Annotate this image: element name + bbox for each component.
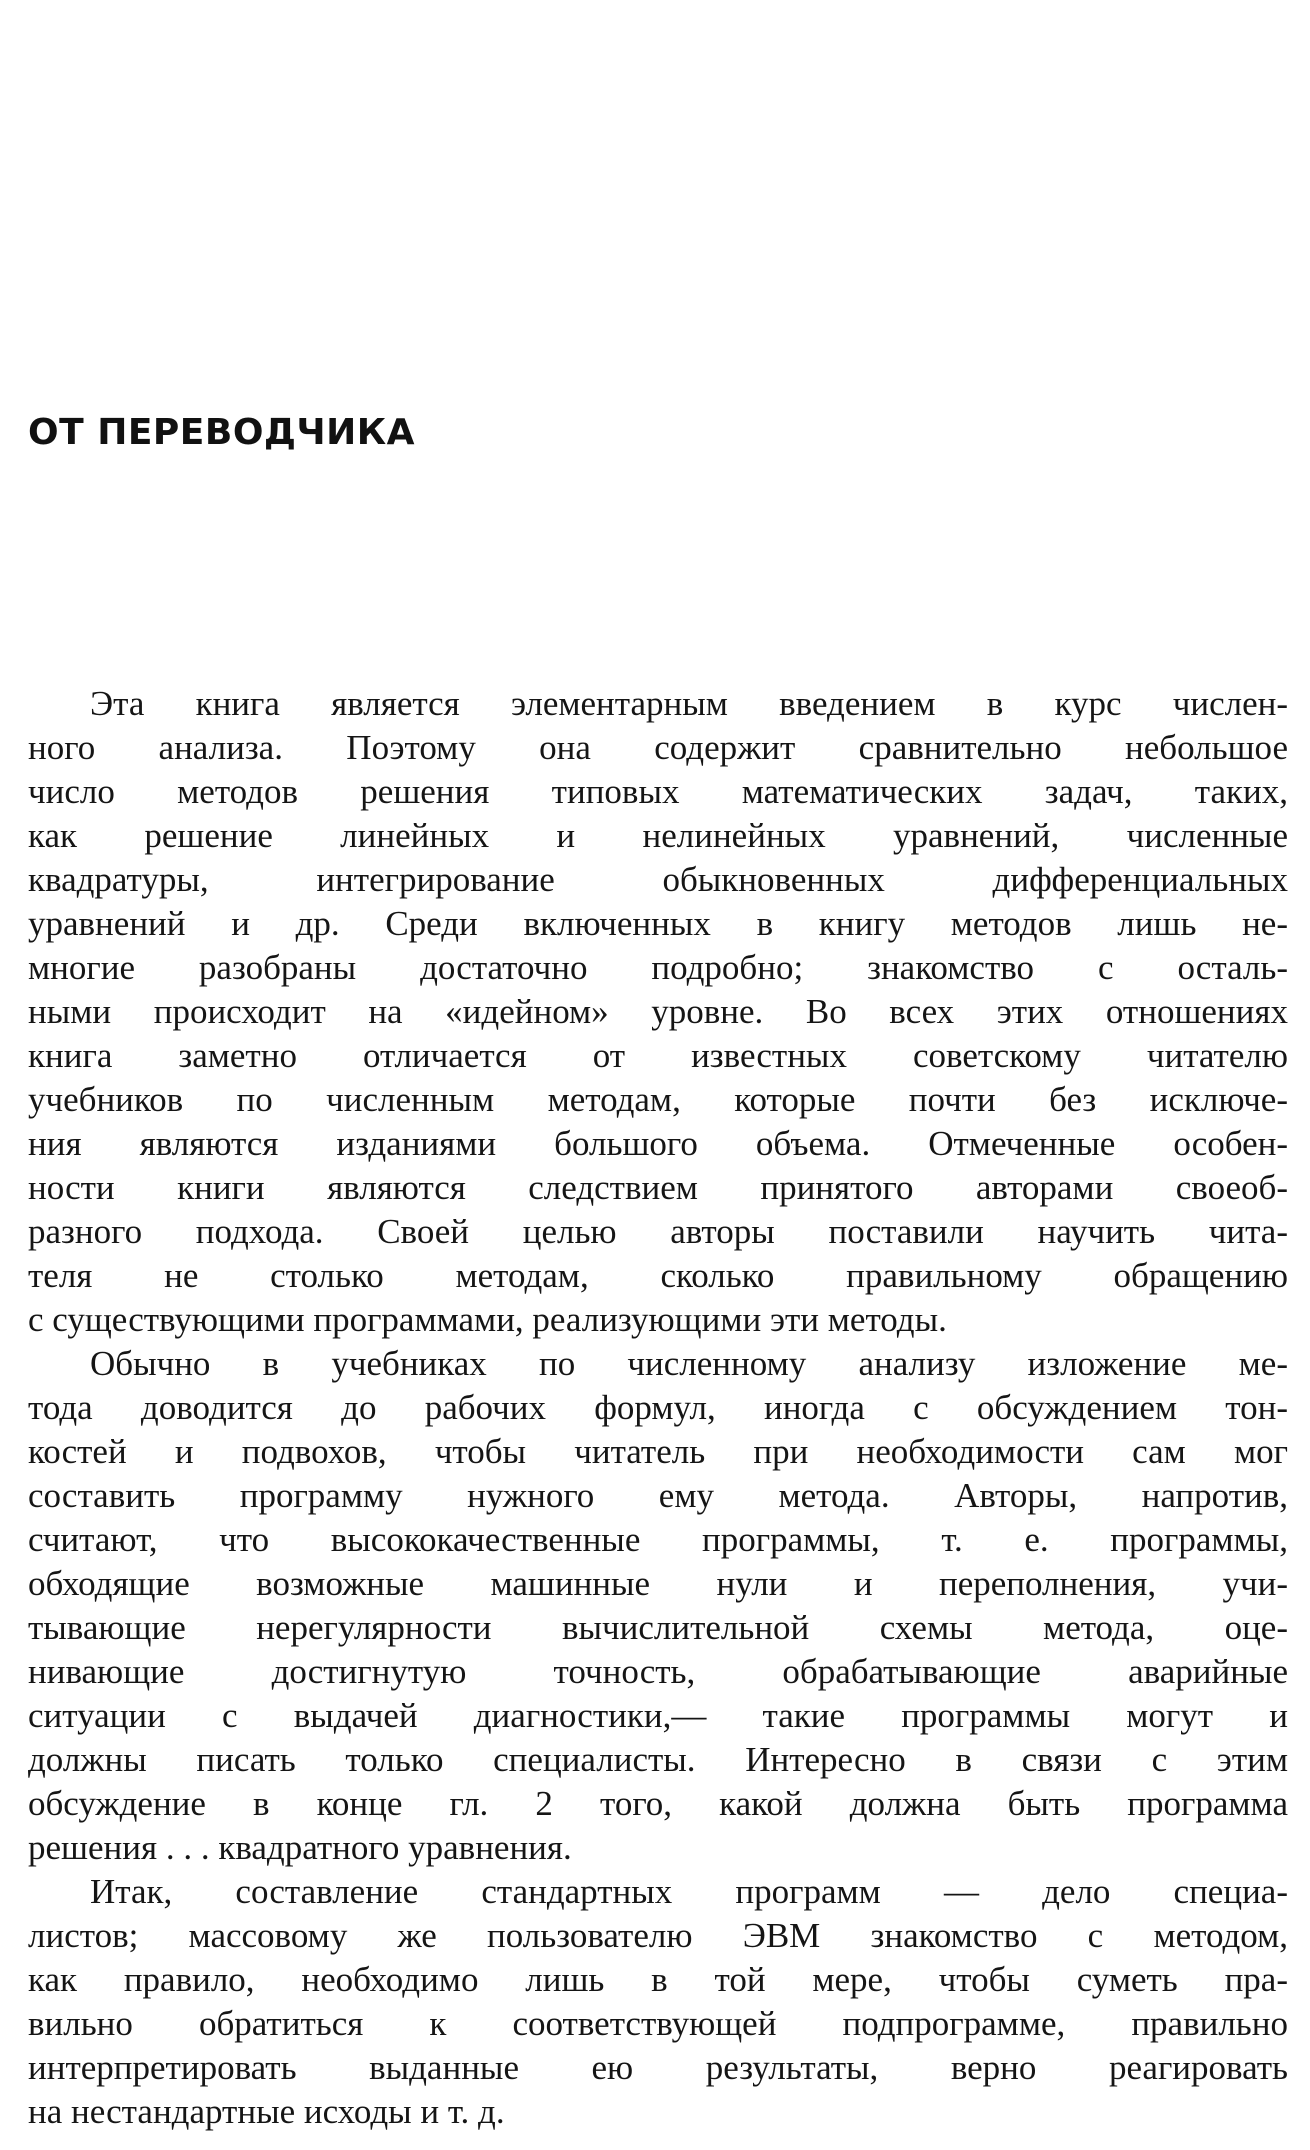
text-line: нивающие достигнутую точность, обрабатывающие аварийные — [28, 1652, 1288, 1691]
text-line: костей и подвохов, чтобы читатель при необходимости сам мог — [28, 1432, 1288, 1471]
section-title: ОТ ПЕРЕВОДЧИКА — [28, 412, 416, 453]
text-line: Обычно в учебниках по численному анализу изложение ме- — [90, 1344, 1288, 1383]
text-line: уравнений и др. Среди включенных в книгу методов лишь не- — [28, 904, 1288, 943]
text-line: обходящие возможные машинные нули и переполнения, учи- — [28, 1564, 1288, 1603]
text-line: на нестандартные исходы и т. д. — [28, 2092, 505, 2131]
text-line: с существующими программами, реализующими эти методы. — [28, 1300, 947, 1339]
text-line: теля не столько методам, сколько правильному обращению — [28, 1256, 1288, 1295]
text-line: книга заметно отличается от известных советскому читателю — [28, 1036, 1288, 1075]
text-line: Эта книга является элементарным введением в курс числен- — [90, 684, 1288, 723]
text-line: составить программу нужного ему метода. Авторы, напротив, — [28, 1476, 1288, 1515]
text-line: Итак, составление стандартных программ — дело специа- — [90, 1872, 1288, 1911]
body-text — [28, 682, 1288, 2134]
text-line: интерпретировать выданные ею результаты, верно реагировать — [28, 2048, 1288, 2087]
text-line: ния являются изданиями большого объема. Отмеченные особен- — [28, 1124, 1288, 1163]
text-line: тода доводится до рабочих формул, иногда с обсуждением тон- — [28, 1388, 1288, 1427]
text-line: тывающие нерегулярности вычислительной схемы метода, оце- — [28, 1608, 1288, 1647]
text-line: ситуации с выдачей диагностики,— такие программы могут и — [28, 1696, 1288, 1735]
text-line: считают, что высококачественные программы, т. е. программы, — [28, 1520, 1288, 1559]
text-line: должны писать только специалисты. Интересно в связи с этим — [28, 1740, 1288, 1779]
text-line: листов; массовому же пользователю ЭВМ знакомство с методом, — [28, 1916, 1288, 1955]
text-line: как решение линейных и нелинейных уравнений, численные — [28, 816, 1288, 855]
text-line: число методов решения типовых математических задач, таких, — [28, 772, 1288, 811]
text-line: ности книги являются следствием принятого авторами своеоб- — [28, 1168, 1288, 1207]
text-line: разного подхода. Своей целью авторы поставили научить чита- — [28, 1212, 1288, 1251]
text-line: как правило, необходимо лишь в той мере, чтобы суметь пра- — [28, 1960, 1288, 1999]
text-line: ного анализа. Поэтому она содержит сравнительно небольшое — [28, 728, 1288, 767]
text-line: вильно обратиться к соответствующей подпрограмме, правильно — [28, 2004, 1288, 2043]
text-line: обсуждение в конце гл. 2 того, какой должна быть программа — [28, 1784, 1288, 1823]
text-line: многие разобраны достаточно подробно; знакомство с осталь- — [28, 948, 1288, 987]
text-line: ными происходит на «идейном» уровне. Во всех этих отношениях — [28, 992, 1288, 1031]
text-line: решения . . . квадратного уравнения. — [28, 1828, 572, 1867]
text-line: учебников по численным методам, которые почти без исключе- — [28, 1080, 1288, 1119]
text-line: квадратуры, интегрирование обыкновенных дифференциальных — [28, 860, 1288, 899]
